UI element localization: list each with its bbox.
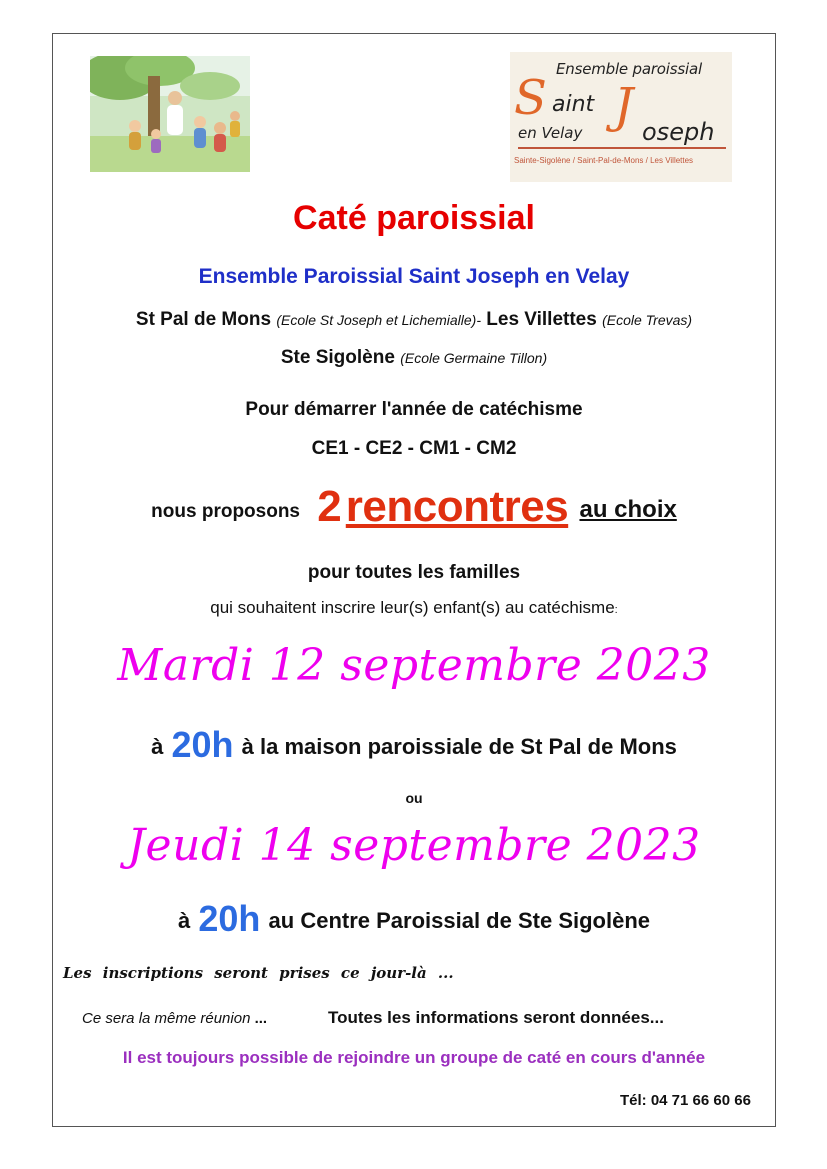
meeting-count: 2 [317,482,342,531]
meeting1-hour: 20h [171,724,234,765]
logo-s-letter: S [514,70,547,126]
school-st-pal: (Ecole St Joseph et Lichemialle)- [276,312,481,328]
meeting1-place: à la maison paroissiale de St Pal de Mons [241,734,677,759]
place-ste-sigolene: Ste Sigolène [280,347,395,368]
page-title: Caté paroissial [293,199,535,237]
place-villettes: Les Villettes [486,309,597,330]
all-info-note: Toutes les informations seront données... [328,1008,664,1027]
enroll-text [52,598,776,618]
logo-line1: Ensemble paroissial [556,60,702,78]
same-meeting-note [82,1010,267,1027]
meeting2-time-place [52,898,776,940]
proposal-line [52,482,776,532]
logo-aint: aint [552,92,595,117]
inscriptions-note: Les inscriptions seront prises ce jour-là ... [63,964,454,982]
parish-logo [510,52,732,182]
enroll-colon: : [614,604,618,616]
logo-oseph: oseph [642,118,715,146]
locations-line-2 [52,347,776,369]
meeting2-date: Jeudi 14 septembre 2023 [127,820,701,871]
join-group-note: Il est toujours possible de rejoindre un groupe de caté en cours d'année [122,1048,706,1067]
propose-text: nous proposons [151,501,300,522]
jesus-with-children-illustration [90,56,250,172]
meeting2-hour: 20h [198,898,261,939]
phone-number: Tél: 04 71 66 60 66 [620,1092,751,1109]
meeting1-prefix: à [151,734,164,759]
meeting2-prefix: à [177,908,191,933]
logo-velay: en Velay [518,124,583,142]
meeting1-date: Mardi 12 septembre 2023 [117,640,711,691]
logo-rule [518,147,726,149]
or-separator: ou [405,790,423,806]
meetings-word: rencontres [345,482,569,531]
logo-parishes: Sainte-Sigolène / Saint-Pal-de-Mons / Les Villettes [514,156,694,165]
parish-subtitle: Ensemble Paroissial Saint Joseph en Velay [198,265,630,288]
families-text: pour toutes les familles [307,562,521,583]
same-meeting-dots: ... [254,1010,268,1027]
place-st-pal: St Pal de Mons [135,309,272,330]
enroll-main: qui souhaitent inscrire leur(s) enfant(s) au catéchisme [210,598,615,617]
locations-line-1 [52,309,776,331]
choice-text: au choix [579,496,677,523]
same-meeting-text: Ce sera la même réunion [82,1010,251,1027]
school-villettes: (Ecole Trevas) [602,312,693,328]
start-year-text: Pour démarrer l'année de catéchisme [245,399,583,420]
school-ste-sigolene: (Ecole Germaine Tillon) [400,350,548,366]
logo-j-letter: J [614,78,634,134]
meeting2-place: au Centre Paroissial de Ste Sigolène [268,908,650,933]
levels-text: CE1 - CE2 - CM1 - CM2 [311,438,517,459]
meeting1-time-place [52,724,776,766]
